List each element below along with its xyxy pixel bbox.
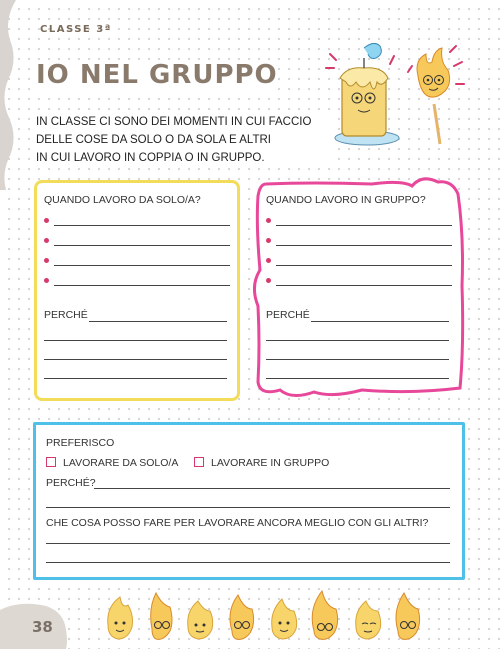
- answer-line[interactable]: [266, 378, 449, 379]
- page-edge-decoration: [0, 0, 20, 190]
- answer-line[interactable]: [44, 359, 227, 360]
- solo-answer-row: [44, 276, 228, 288]
- flame-character-icon: [312, 591, 337, 639]
- answer-line[interactable]: [54, 265, 230, 266]
- cloud-border: [252, 176, 465, 402]
- bullet-icon: [44, 218, 49, 223]
- answer-line[interactable]: [266, 359, 449, 360]
- bullet-icon: [266, 238, 271, 243]
- solo-answer-row: [44, 216, 228, 228]
- intro-text: [36, 113, 330, 167]
- solo-why-label: PERCHÉ: [44, 309, 88, 321]
- option-solo-label: LAVORARE DA SOLO/A: [63, 457, 179, 469]
- bullet-icon: [44, 238, 49, 243]
- bullet-icon: [266, 278, 271, 283]
- improvement-question: CHE COSA POSSO FARE PER LAVORARE ANCORA MEGLIO CON GLI ALTRI?: [46, 517, 429, 529]
- page-title: IO NEL GRUPPO: [36, 60, 278, 90]
- option-group-label: LAVORARE IN GRUPPO: [211, 457, 330, 469]
- answer-line[interactable]: [54, 285, 230, 286]
- answer-line[interactable]: [54, 225, 230, 226]
- flame-character-icon: [188, 601, 213, 639]
- preference-heading: PREFERISCO: [46, 437, 115, 449]
- answer-line[interactable]: [44, 340, 227, 341]
- flame-character-icon: [272, 599, 297, 639]
- answer-line[interactable]: [44, 378, 227, 379]
- preference-why-label: PERCHÉ?: [46, 477, 96, 489]
- intro-line: IN CUI LAVORO IN COPPIA O IN GRUPPO.: [36, 152, 265, 164]
- bullet-icon: [44, 278, 49, 283]
- flame-character-icon: [151, 593, 172, 639]
- answer-line[interactable]: [89, 321, 227, 322]
- answer-line[interactable]: [266, 340, 449, 341]
- candle-match-illustration: [322, 36, 472, 156]
- flame-character-icon: [230, 595, 254, 639]
- checkbox-group[interactable]: [194, 457, 204, 467]
- group-answer-row: [266, 256, 452, 268]
- answer-line[interactable]: [54, 245, 230, 246]
- bullet-icon: [44, 258, 49, 263]
- bullet-icon: [266, 218, 271, 223]
- solo-work-box: [34, 180, 240, 401]
- flame-character-icon: [108, 597, 133, 639]
- answer-line[interactable]: [94, 488, 450, 489]
- class-label: CLASSE 3ª: [40, 24, 112, 35]
- intro-line: IN CLASSE CI SONO DEI MOMENTI IN CUI FACCIO: [36, 116, 312, 128]
- intro-line: DELLE COSE DA SOLO O DA SOLA E ALTRI: [36, 134, 271, 146]
- preference-box: [33, 422, 465, 580]
- bullet-icon: [266, 258, 271, 263]
- answer-line[interactable]: [276, 245, 452, 246]
- answer-line[interactable]: [46, 507, 450, 508]
- group-box-heading: QUANDO LAVORO IN GRUPPO?: [266, 194, 426, 206]
- solo-box-heading: QUANDO LAVORO DA SOLO/A?: [44, 194, 201, 206]
- match-character-icon: [417, 48, 450, 144]
- candle-character-icon: [335, 43, 399, 145]
- flame-character-icon: [396, 593, 420, 639]
- solo-answer-row: [44, 236, 228, 248]
- answer-line[interactable]: [276, 285, 452, 286]
- answer-line[interactable]: [276, 225, 452, 226]
- group-answer-row: [266, 216, 452, 228]
- answer-line[interactable]: [276, 265, 452, 266]
- answer-line[interactable]: [46, 562, 450, 563]
- solo-answer-row: [44, 256, 228, 268]
- answer-line[interactable]: [46, 543, 450, 544]
- answer-line[interactable]: [311, 321, 449, 322]
- checkbox-solo[interactable]: [46, 457, 56, 467]
- group-answer-row: [266, 236, 452, 248]
- group-work-box: [252, 176, 465, 402]
- flame-character-icon: [356, 601, 381, 639]
- group-why-label: PERCHÉ: [266, 309, 310, 321]
- group-answer-row: [266, 276, 452, 288]
- page-number: 38: [32, 618, 53, 636]
- flame-mascots-row: [100, 585, 430, 645]
